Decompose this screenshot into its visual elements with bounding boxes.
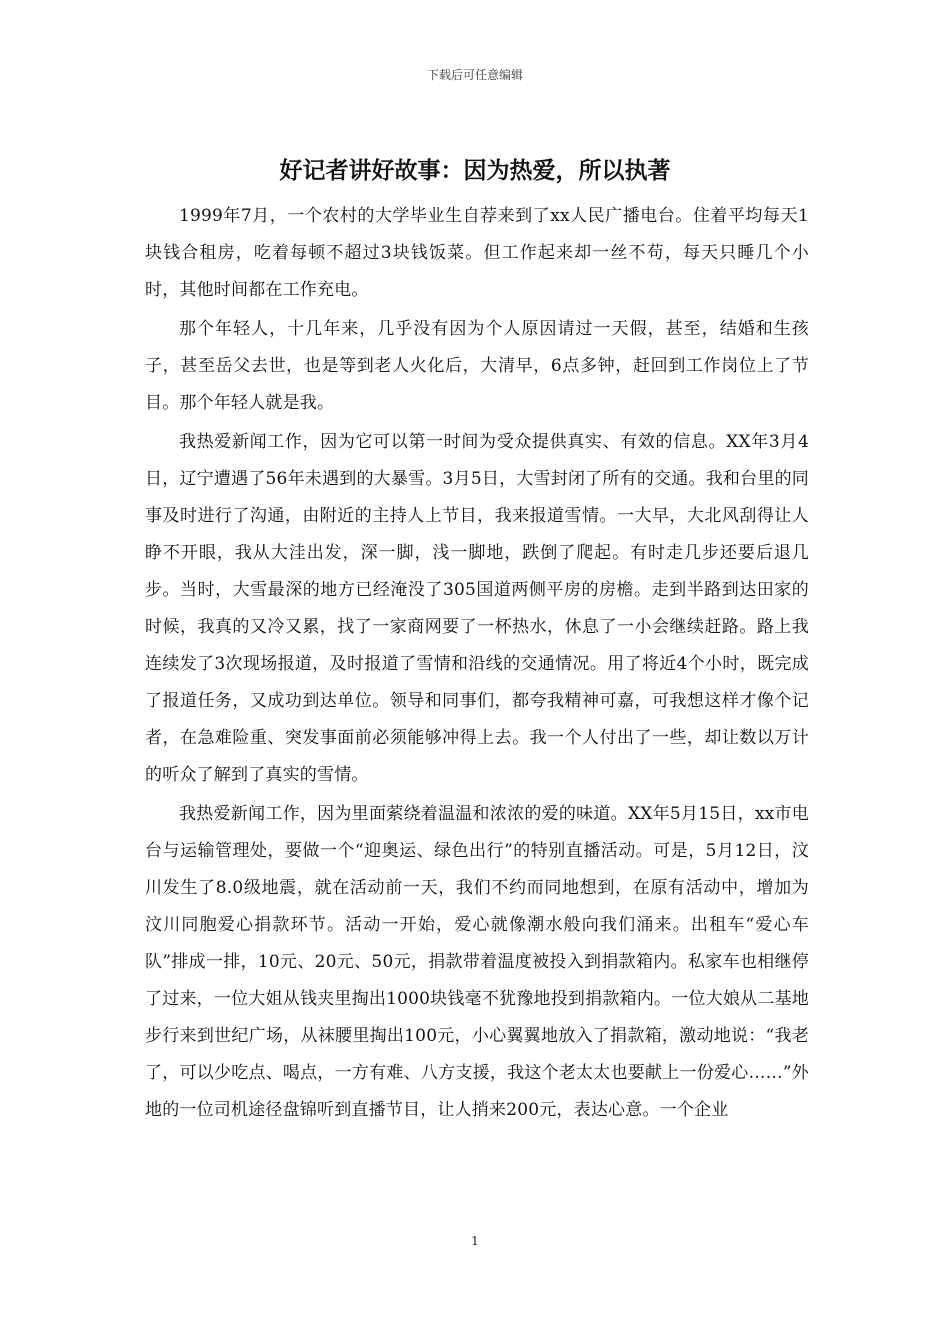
document-body bbox=[145, 198, 809, 1131]
paragraph: 那个年轻人，十几年来，几乎没有因为个人原因请过一天假，甚至，结婚和生孩子，甚至岳父去世，也是等到老人火化后，大清早，6点多钟，赶回到工作岗位上了节目。那个年轻人就是我。 bbox=[145, 319, 809, 413]
document-title: 好记者讲好故事：因为热爱，所以执著 bbox=[279, 158, 671, 184]
paragraph: 1999年7月，一个农村的大学毕业生自荐来到了xx人民广播电台。住着平均每天1块钱合租房，吃着每顿不超过3块钱饭菜。但工作起来却一丝不苟，每天只睡几个小时，其他时间都在工作充电。 bbox=[145, 206, 809, 300]
paragraph: 我热爱新闻工作，因为它可以第一时间为受众提供真实、有效的信息。XX年3月4日，辽宁遭遇了56年未遇到的大暴雪。3月5日，大雪封闭了所有的交通。我和台里的同事及时进行了沟通，由附近的主持人上节目，我来报道雪情。一大早，大北风刮得让人睁不开眼，我从大洼出发，深一脚，浅一脚地，跌倒了爬起。有时走几步还要后退几步。当时，大雪最深的地方已经淹没了305国道两侧平房的房檐。走到半路到达田家的时候，我真的又冷又累，找了一家商网要了一杯热水，休息了一小会继续赶路。路上我连续发了3次现场报道，及时报道了雪情和沿线的交通情况。用了将近4个小时，既完成了报道任务，又成功到达单位。领导和同事们，都夸我精神可嘉，可我想这样才像个记者，在急难险重、突发事面前必须能够冲得上去。我一个人付出了一些，却让数以万计的听众了解到了真实的雪情。 bbox=[145, 432, 809, 785]
page-number: 1 bbox=[471, 1234, 479, 1248]
page-header-note: 下载后可任意编辑 bbox=[426, 68, 523, 82]
paragraph: 我热爱新闻工作，因为里面萦绕着温温和浓浓的爱的味道。XX年5月15日，xx市电台与运输管理处，要做一个“迎奥运、绿色出行”的特别直播活动。可是，5月12日，汶川发生了8.0级地震，就在活动前一天，我们不约而同地想到，在原有活动中，增加为汶川同胞爱心捐款环节。活动一开始，爱心就像潮水般向我们涌来。出租车“爱心车队”排成一排，10元、20元、50元，捐款带着温度被投入到捐款箱内。私家车也相继停了过来，一位大姐从钱夹里掏出1000块钱毫不犹豫地投到捐款箱内。一位大娘从二基地步行来到世纪广场，从袜腰里掏出100元，小心翼翼地放入了捐款箱，激动地说：“我老了，可以少吃点、喝点，一方有难、八方支援，我这个老太太也要献上一份爱心……”外地的一位司机途径盘锦听到直播节目，让人捎来200元，表达心意。一个企业 bbox=[145, 804, 809, 1120]
